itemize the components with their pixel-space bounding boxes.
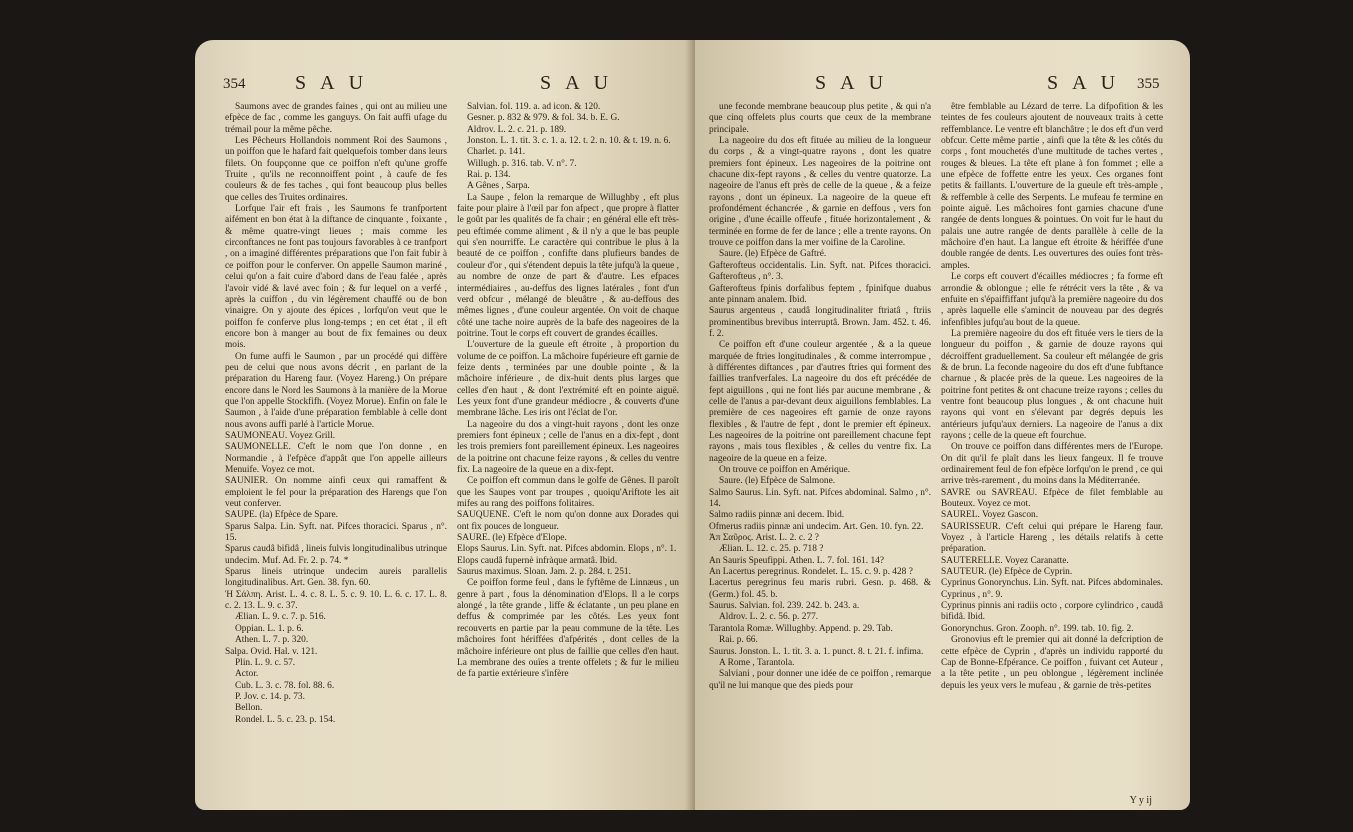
paragraph: On trouve ce poiffon en Amérique. — [719, 465, 851, 475]
paragraph: Rondel. L. 5. c. 23. p. 154. — [235, 714, 336, 725]
paragraph: P. Jov. c. 14. p. 73. — [235, 691, 305, 702]
paragraph: SAUREL. Voyez Gascon. — [941, 510, 1039, 521]
paragraph: être femblable au Lézard de terre. La difpofition & les teintes de fes couleurs ajoutent de nouveaux traits à cette reffemblance. Le ventre eft blanchâtre ; le dos eft d'un verd obfcur. Cette même partie , ainfi que la tête & les côtés du corps , font mouchetés d'une multitude de taches vertes , rouges & bleues. La tête eft plane à fon fommet ; elle a une efpèce de foffette entre les yeux. Ces organes font petits & faillants. L'ouverture de la gueule eft très-ample , & reffemble à celle des Serpents. Le mufeau fe termine en pointe aiguë. Les mâchoires font garnies chacune d'une rangée de dents longues & pointues. On voit fur le haut du palais une autre rangée de dents parallèle à celle de la mâchoire d'en haut. La langue eft étroite & hériffée d'une double rangée de dents. Les ouvertures des ouïes font très-amples. — [941, 102, 1163, 271]
paragraph: SAVRE ou SAVREAU. Efpèce de filet femblable au Bouteux. Voyez ce mot. — [941, 487, 1163, 510]
paragraph: Ælian. L. 9. c. 7. p. 516. — [235, 612, 326, 623]
paragraph: Cub. L. 3. c. 78. fol. 88. 6. — [235, 680, 335, 691]
paragraph: Willugh. p. 316. tab. V. n°. 7. — [467, 158, 577, 169]
paragraph: Sparus lineis utrinque undecim aureis parallelis longitudinalibus. Art. Gen. 38. fyn. 60. — [225, 567, 447, 589]
paragraph: Salvian. fol. 119. a. ad icon. & 120. — [467, 102, 601, 112]
paragraph: Gesner. p. 832 & 979. & fol. 34. b. E. G. — [467, 113, 620, 124]
paragraph: Gafterofteus occidentalis. Lin. Syft. nat. Pifces thoracici. Gafterofteus , n°. 3. — [709, 260, 931, 283]
paragraph: Le corps eft couvert d'écailles médiocres ; fa forme eft arrondie & oblongue ; elle fe rétrécit vers la tête , & va enfuite en s'épaiffiffant jufqu'à la première nageoire du dos , après laquelle elle s'amincit de nouveau par des degrés infenfibles jufqu'au bout de la queue. — [941, 272, 1163, 328]
running-head: SAU — [815, 72, 898, 94]
paragraph: Oppian. L. 1. p. 6. — [235, 623, 304, 634]
paragraph: Saure. (le) Efpèce de Salmone. — [719, 476, 836, 487]
paragraph: Ælian. L. 12. c. 25. p. 718 ? — [719, 544, 824, 555]
text-column — [941, 102, 1163, 692]
paragraph: On fume auffi le Saumon , par un procédé qui diffère peu de celui que nous avons décrit , en parlant de la préparation du Hareng faur. (Voyez Hareng.) On prépare encore dans le Nord les Saumons à la manière de la Morue que l'on appelle Stockfifh. (Voyez Morue). Enfin on fale le Saumon , à l'aide d'une préparation femblable à celle dont nous avons auffi parlé à l'article Morue. — [225, 351, 447, 430]
paragraph: une feconde membrane beaucoup plus petite , & qui n'a que cinq offelets plus courts que ceux de la membrane principale. — [709, 102, 931, 135]
paragraph: SAURISSEUR. C'eft celui qui prépare le Hareng faur. Voyez , à l'article Hareng , les détails relatifs à cette préparation. — [941, 521, 1163, 555]
paragraph: Saurus maximus. Sloan. Jam. 2. p. 284. t. 251. — [457, 567, 631, 578]
paragraph: Ofmerus radiis pinnæ ani undecim. Art. Gen. 10. fyn. 22. — [709, 521, 924, 532]
paragraph: Sparus caudâ bifidâ , lineis fulvis longitudinalibus utrinque undecim. Muf. Ad. Fr. 2. p. 74. * — [225, 544, 447, 566]
running-head: SAU — [295, 72, 378, 94]
paragraph: L'ouverture de la gueule eft étroite , à proportion du volume de ce poiffon. La mâchoire fupérieure eft garnie de feize dents , terminées par une double pointe , & la mâchoire inférieure , de dix-huit dents plus larges que celles d'en haut , & dont l'extrémité eft en pointe aiguë. Les yeux font d'une grandeur médiocre , & couverts d'une membrane lâche. Les iris ont l'éclat de l'or. — [457, 340, 679, 419]
text-column — [225, 102, 447, 726]
signature-mark: Y y ij — [1129, 795, 1152, 806]
paragraph: Saure. (le) Efpèce de Gaftré. — [719, 249, 827, 260]
paragraph: Ce poiffon forme feul , dans le fyftême de Linnæus , un genre à part , fous la dénomination d'Elops. Il a le corps alongé , la tête grande , liffe & éclatante , un peu plane en deffus & comprimée par les côtés. Les yeux font recouverts en partie par la peau commune de la tête. Les mâchoires font hériffées d'afpérités , dont celles de la mâchoire inférieure ont plus de faillie que celles d'en haut. La membrane des ouïes a trente offelets ; & fur le milieu de fa partie extérieure s'infère — [457, 578, 679, 680]
paragraph: Tarantola Romæ. Willughby. Append. p. 29. Tab. — [709, 623, 893, 634]
paragraph: Bellon. — [235, 703, 263, 714]
paragraph: Saurus argenteus , caudâ longitudinaliter ftriatâ , ftriis prominentibus brevibus interruptâ. Brown. Jam. 452. t. 46. f. 2. — [709, 306, 931, 339]
left-page — [195, 40, 695, 810]
paragraph: Rai. p. 66. — [719, 635, 758, 646]
paragraph: Saurus. Jonston. L. 1. tit. 3. a. 1. punct. 8. t. 21. f. infima. — [709, 646, 924, 657]
paragraph: La nageoire du dos eft fituée au milieu de la longueur du corps , & a vingt-quatre rayons , dont les quatre premiers font épineux. Les nageoires de la poitrine ont chacune dix-fept rayons , & celles du ventre quatorze. La nageoire de l'anus eft près de celle de la queue , & a feize rayons , dont un épineux. La nageoire de la queue eft profondément échancrée , & garnie en deffous , vers fon origine , d'une écaille offeufe , fituée horizontalement , & terminée en forme de fer de lance ; elle a trente rayons. On trouve ce poiffon dans la mer voifine de la Caroline. — [709, 136, 931, 249]
paragraph: Salmo radiis pinnæ ani decem. Ibid. — [709, 510, 845, 521]
paragraph: Salpa. Ovid. Hal. v. 121. — [225, 646, 318, 657]
paragraph: La Saupe , felon la remarque de Willughby , eft plus faite pour plaire à l'œil par fon afpect , que propre à flatter le goût par les qualités de fa chair ; en général elle eft très-peu eftimée comme aliment , & il n'y a que le bas peuple qui s'en nourriffe. Le caractère qui contribue le plus à la beauté de ce poiffon , confifte dans plufieurs bandes de couleur d'or , qui s'étendent depuis la tête jufqu'à la queue , au nombre de onze de part & d'autre. Les efpaces intermédiaires , au-deffus des lignes latérales , font d'un verd obfcur , mélangé de bleuâtre , & au-deffous des mêmes lignes , d'une couleur argentée. On voit de chaque côté une tache noire auprès de la bafe des nageoires de la poitrine. Tout le corps eft couvert de grandes écailles. — [457, 192, 679, 339]
paragraph: SAUNIER. On nomme ainfi ceux qui ramaffent & emploient le fel pour la préparation des Harengs que l'on veut conferver. — [225, 476, 447, 510]
paragraph: Aldrov. L. 2. c. 56. p. 277. — [719, 612, 819, 623]
text-column — [709, 102, 931, 692]
paragraph: Salmo Saurus. Lin. Syft. nat. Pifces abdominal. Salmo , n°. 14. — [709, 487, 931, 510]
paragraph: Lorfque l'air eft frais , les Saumons fe tranfportent aifément en bon état à la diftance de cinquante , foixante , & même quatre-vingt lieues ; mais comme les circonftances ne font pas toujours favorables à ce tranfport , on a imaginé différentes préparations que l'on fait fubir à ce poiffon pour le conferver. On appelle Saumon mariné , celui qu'on a fait cuire d'abord dans de l'eau falée , après l'avoir vidé & lavé avec foin ; & fur lequel on a verfé , après la cuiffon , du vin légèrement chauffé ou de bon vinaigre. On y ajoute des épices , lorfqu'on veut que le poiffon fe conferve plus long-temps ; en cet état , il eft encore bon à manger au bout de fix femaines ou deux mois. — [225, 204, 447, 351]
paragraph: Ce poiffon eft d'une couleur argentée , & a la queue marquée de ftries longitudinales , & comme interrompue , à différentes diftances , par d'autres ftries qui forment des faillies tranfverfales. La nageoire du dos eft précédée de fept aiguillons , qui ne font liés par aucune membrane , & celle de l'anus a par-devant deux aiguillons femblables. La première de ces nageoires eft garnie de onze rayons flexibles , & l'autre de fept , dont le premier eft épineux. Les nageoires de la poitrine ont pareillement chacune fept rayons , mais tous flexibles , & celles du ventre fix. La nageoire de la queue en a feize. — [709, 340, 931, 464]
paragraph: La nageoire du dos a vingt-huit rayons , dont les onze premiers font épineux ; celle de l'anus en a dix-fept , dont les trois premiers font pareillement épineux. Les nageoires de la poitrine ont chacune feize rayons , & celles du ventre fix. La nageoire de la queue en a dix-fept. — [457, 419, 679, 475]
paragraph: Rai. p. 134. — [467, 170, 511, 181]
text-column — [457, 102, 679, 681]
paragraph: Gafterofteus fpinis dorfalibus feptem , fpinifque duabus ante pinnam analem. Ibid. — [709, 283, 931, 305]
paragraph: SAUQUENE. C'eft le nom qu'on donne aux Dorades qui ont fix pouces de longueur. — [457, 510, 679, 532]
paragraph: SAUMONEAU. Voyez Grill. — [225, 430, 336, 441]
paragraph: SAURE. (le) Efpèce d'Elope. — [457, 533, 567, 544]
page-number: 354 — [223, 76, 246, 92]
paragraph: Sparus Salpa. Lin. Syft. nat. Pifces thoracici. Sparus , n°. 15. — [225, 521, 447, 544]
paragraph: A Gênes , Sarpa. — [467, 181, 530, 192]
paragraph: Elops Saurus. Lin. Syft. nat. Pifces abdomin. Elops , n°. 1. — [457, 544, 677, 555]
paragraph: SAUMONELLE. C'eft le nom que l'on donne , en Normandie , à l'efpèce d'appât que l'on appelle ailleurs Menuife. Voyez ce mot. — [225, 442, 447, 475]
paragraph: Salviani , pour donner une idée de ce poiffon , remarque qu'il ne lui manque que des pieds pour — [709, 669, 931, 691]
paragraph: Ἀπ Σαῦρος. Arist. L. 2. c. 2 ? — [709, 533, 819, 544]
right-page — [695, 40, 1190, 810]
paragraph: Gronovius eft le premier qui ait donné la defcription de cette efpèce de Cyprin , d'après un individu rapporté du Cap de Bonne-Efpérance. Ce poiffon , fuivant cet Auteur , a la tête petite , un peu oblongue , légèrement inclinée depuis les yeux vers le mufeau , & garnie de très-petites — [941, 635, 1163, 691]
paragraph: Ἡ Σάλπη. Arist. L. 4. c. 8. L. 5. c. 9. 10. L. 6. c. 17. L. 8. c. 2. 13. L. 9. c. 37. — [225, 589, 447, 612]
paragraph: Gonorynchus. Gron. Zooph. n°. 199. tab. 10. fig. 2. — [941, 623, 1134, 634]
paragraph: La première nageoire du dos eft fituée vers le tiers de la longueur du poiffon , & garnie de douze rayons qui décroiffent graduellement. Sa couleur eft mélangée de gris & de brun. La feconde nageoire du dos eft d'une fubftance charnue , & placée près de la queue. Les nageoires de la poitrine font petites & ont chacune treize rayons ; celles du ventre font beaucoup plus longues , & ont chacune huit rayons qui vont en s'élevant par degrés depuis les antérieurs jufqu'aux derniers. La nageoire de l'anus a dix rayons ; celle de la queue eft fourchue. — [941, 328, 1163, 441]
paragraph: Ce poiffon eft commun dans le golfe de Gênes. Il paroît que les Saupes vont par troupes , quoiqu'Ariftote les ait mifes au rang des poiffons folitaires. — [457, 476, 679, 510]
paragraph: Saurus. Salvian. fol. 239. 242. b. 243. a. — [709, 601, 860, 612]
paragraph: An Sauris Speufippi. Athen. L. 7. fol. 161. 14? — [709, 555, 884, 566]
paragraph: SAUTERELLE. Voyez Caranatte. — [941, 555, 1069, 566]
paragraph: Actor. — [235, 669, 259, 680]
paragraph: Aldrov. L. 2. c. 21. p. 189. — [467, 124, 567, 135]
paragraph: SAUTEUR. (le) Efpèce de Cyprin. — [941, 567, 1073, 578]
paragraph: An Lacertus peregrinus. Rondelet. L. 15. c. 9. p. 428 ? — [709, 567, 913, 578]
paragraph: Plin. L. 9. c. 57. — [235, 657, 296, 668]
paragraph: Jonston. L. 1. tit. 3. c. 1. a. 12. t. 2. n. 10. & t. 19. n. 6. — [467, 136, 671, 147]
paragraph: Saumons avec de grandes faines , qui ont au milieu une efpèce de fac , comme les ganguys. On fait auffi ufage du trémail pour la même pêche. — [225, 102, 447, 135]
running-head: SAU — [1047, 72, 1130, 94]
paragraph: Cyprinus Gonorynchus. Lin. Syft. nat. Pifces abdominales. Cyprinus , n°. 9. — [941, 578, 1163, 600]
paragraph: Charlet. p. 141. — [467, 147, 526, 158]
paragraph: On trouve ce poiffon dans différentes mers de l'Europe. On dit qu'il fe plaît dans les lieux fangeux. Il fe trouve ordinairement feul de fon efpèce lorfqu'on le prend , ce qui arrive très-rarement , du moins dans la Méditerranée. — [941, 442, 1163, 487]
paragraph: Elops caudâ fupernè infràque armatâ. Ibid. — [457, 555, 618, 566]
paragraph: SAUPE. (la) Efpèce de Spare. — [225, 510, 338, 521]
paragraph: Les Pêcheurs Hollandois nomment Roi des Saumons , un poiffon que le hafard fait quelquefois tomber dans leurs filets. On foupçonne que ce poiffon n'eft qu'une groffe Truite , qu'ils ne reconnoiffent point , à caufe de fes couleurs & de fes taches , qui font beaucoup plus belles que celles des Truites ordinaires. — [225, 136, 447, 203]
paragraph: Lacertus peregrinus feu maris rubri. Gesn. p. 468. & (Germ.) fol. 45. b. — [709, 578, 931, 600]
paragraph: A Rome , Tarantola. — [719, 657, 795, 668]
paragraph: Cyprinus pinnis ani radiis octo , corpore cylindrico , caudâ bifidâ. Ibid. — [941, 601, 1163, 623]
running-head: SAU — [540, 72, 623, 94]
page-number: 355 — [1137, 76, 1160, 92]
paragraph: Athen. L. 7. p. 320. — [235, 635, 309, 646]
